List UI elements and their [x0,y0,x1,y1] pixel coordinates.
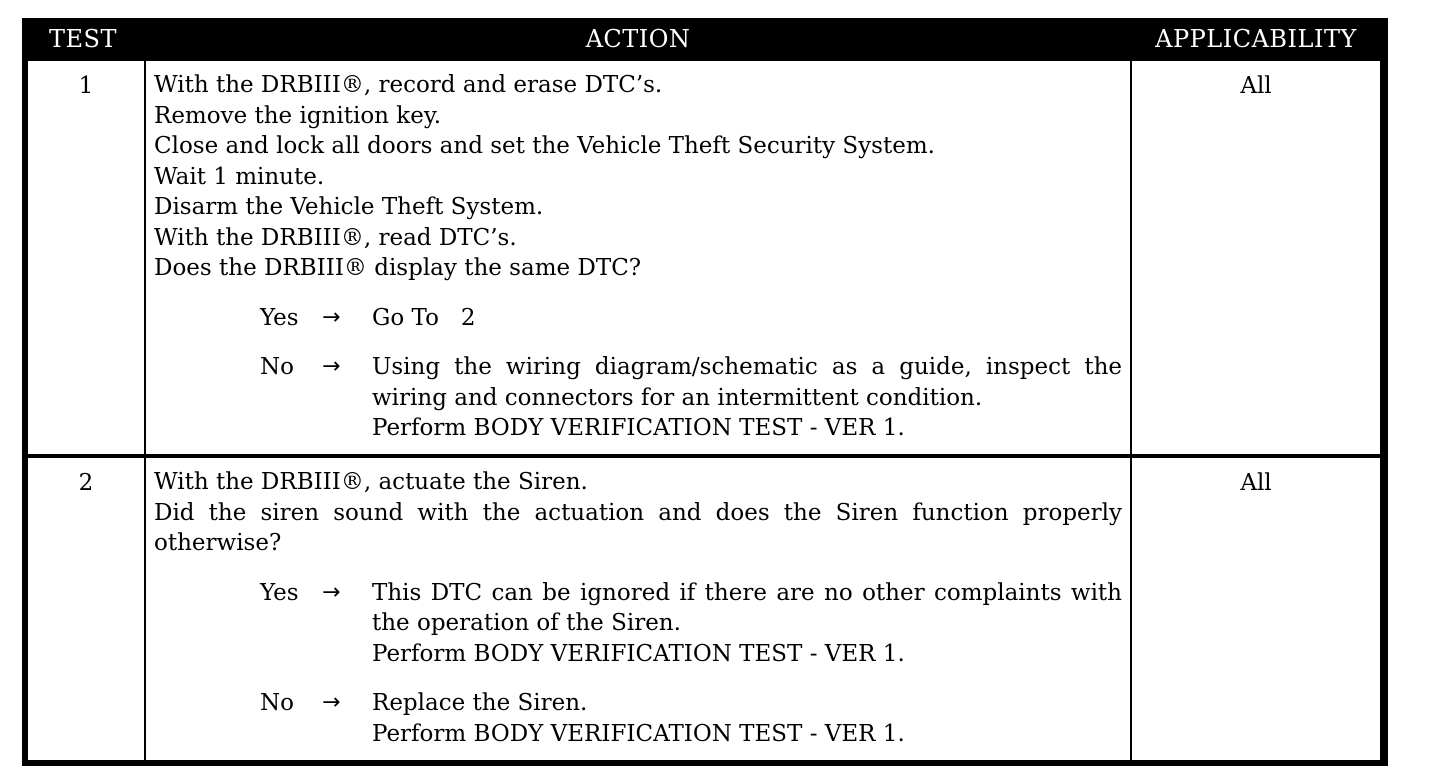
no-outcome: Using the wiring diagram/schematic as a guide, inspect the wiring and connectors for an intermittent condition. [372,354,1122,411]
instruction-line: With the DRBIII®, read DTC’s. [154,224,517,251]
instruction-line: With the DRBIII®, record and erase DTC’s. [154,72,663,98]
header-applicability: APPLICABILITY [1155,25,1357,53]
right-arrow-icon: → [322,579,341,605]
no-response [260,352,1122,444]
yes-outcome: This DTC can be ignored if there are no other complaints with the operation of the Siren. [372,579,1122,636]
no-response [260,688,1122,749]
verification-step: Perform BODY VERIFICATION TEST - VER 1. [372,720,905,747]
verification-step: Perform BODY VERIFICATION TEST - VER 1. [372,640,905,667]
instruction-line: Close and lock all doors and set the Vehicle Theft Security System. [154,133,935,159]
row-2-action [146,458,1130,760]
yes-label: Yes [260,579,299,606]
right-arrow-icon: → [322,354,341,379]
no-label: No [260,690,294,716]
row-1-test-number: 1 [28,61,144,454]
right-arrow-icon: → [322,304,341,330]
yes-response [260,303,1122,334]
row-1-action [146,61,1130,454]
table-header [22,18,1388,61]
no-label: No [260,354,294,380]
instruction-line: Disarm the Vehicle Theft System. [154,194,544,220]
header-test: TEST [49,25,117,53]
diagnostic-test-table [22,18,1388,766]
row-1-applicability: All [1132,61,1380,454]
instruction-line: Remove the ignition key. [154,102,442,129]
instruction-line: Wait 1 minute. [154,163,325,190]
no-outcome: Replace the Siren. [372,690,588,716]
instruction-line: Does the DRBIII® display the same DTC? [154,255,642,281]
instruction-line: With the DRBIII®, actuate the Siren. [154,469,588,495]
row-2-test-number: 2 [28,458,144,760]
verification-step: Perform BODY VERIFICATION TEST - VER 1. [372,415,905,441]
header-action: ACTION [585,25,691,53]
yes-outcome: Go To 2 [372,304,476,331]
row-2-applicability: All [1132,458,1380,760]
right-arrow-icon: → [322,690,341,715]
yes-response [260,578,1122,670]
instruction-line: Did the siren sound with the actuation and does the Siren function properly otherwise? [154,499,1122,556]
yes-label: Yes [260,304,299,331]
